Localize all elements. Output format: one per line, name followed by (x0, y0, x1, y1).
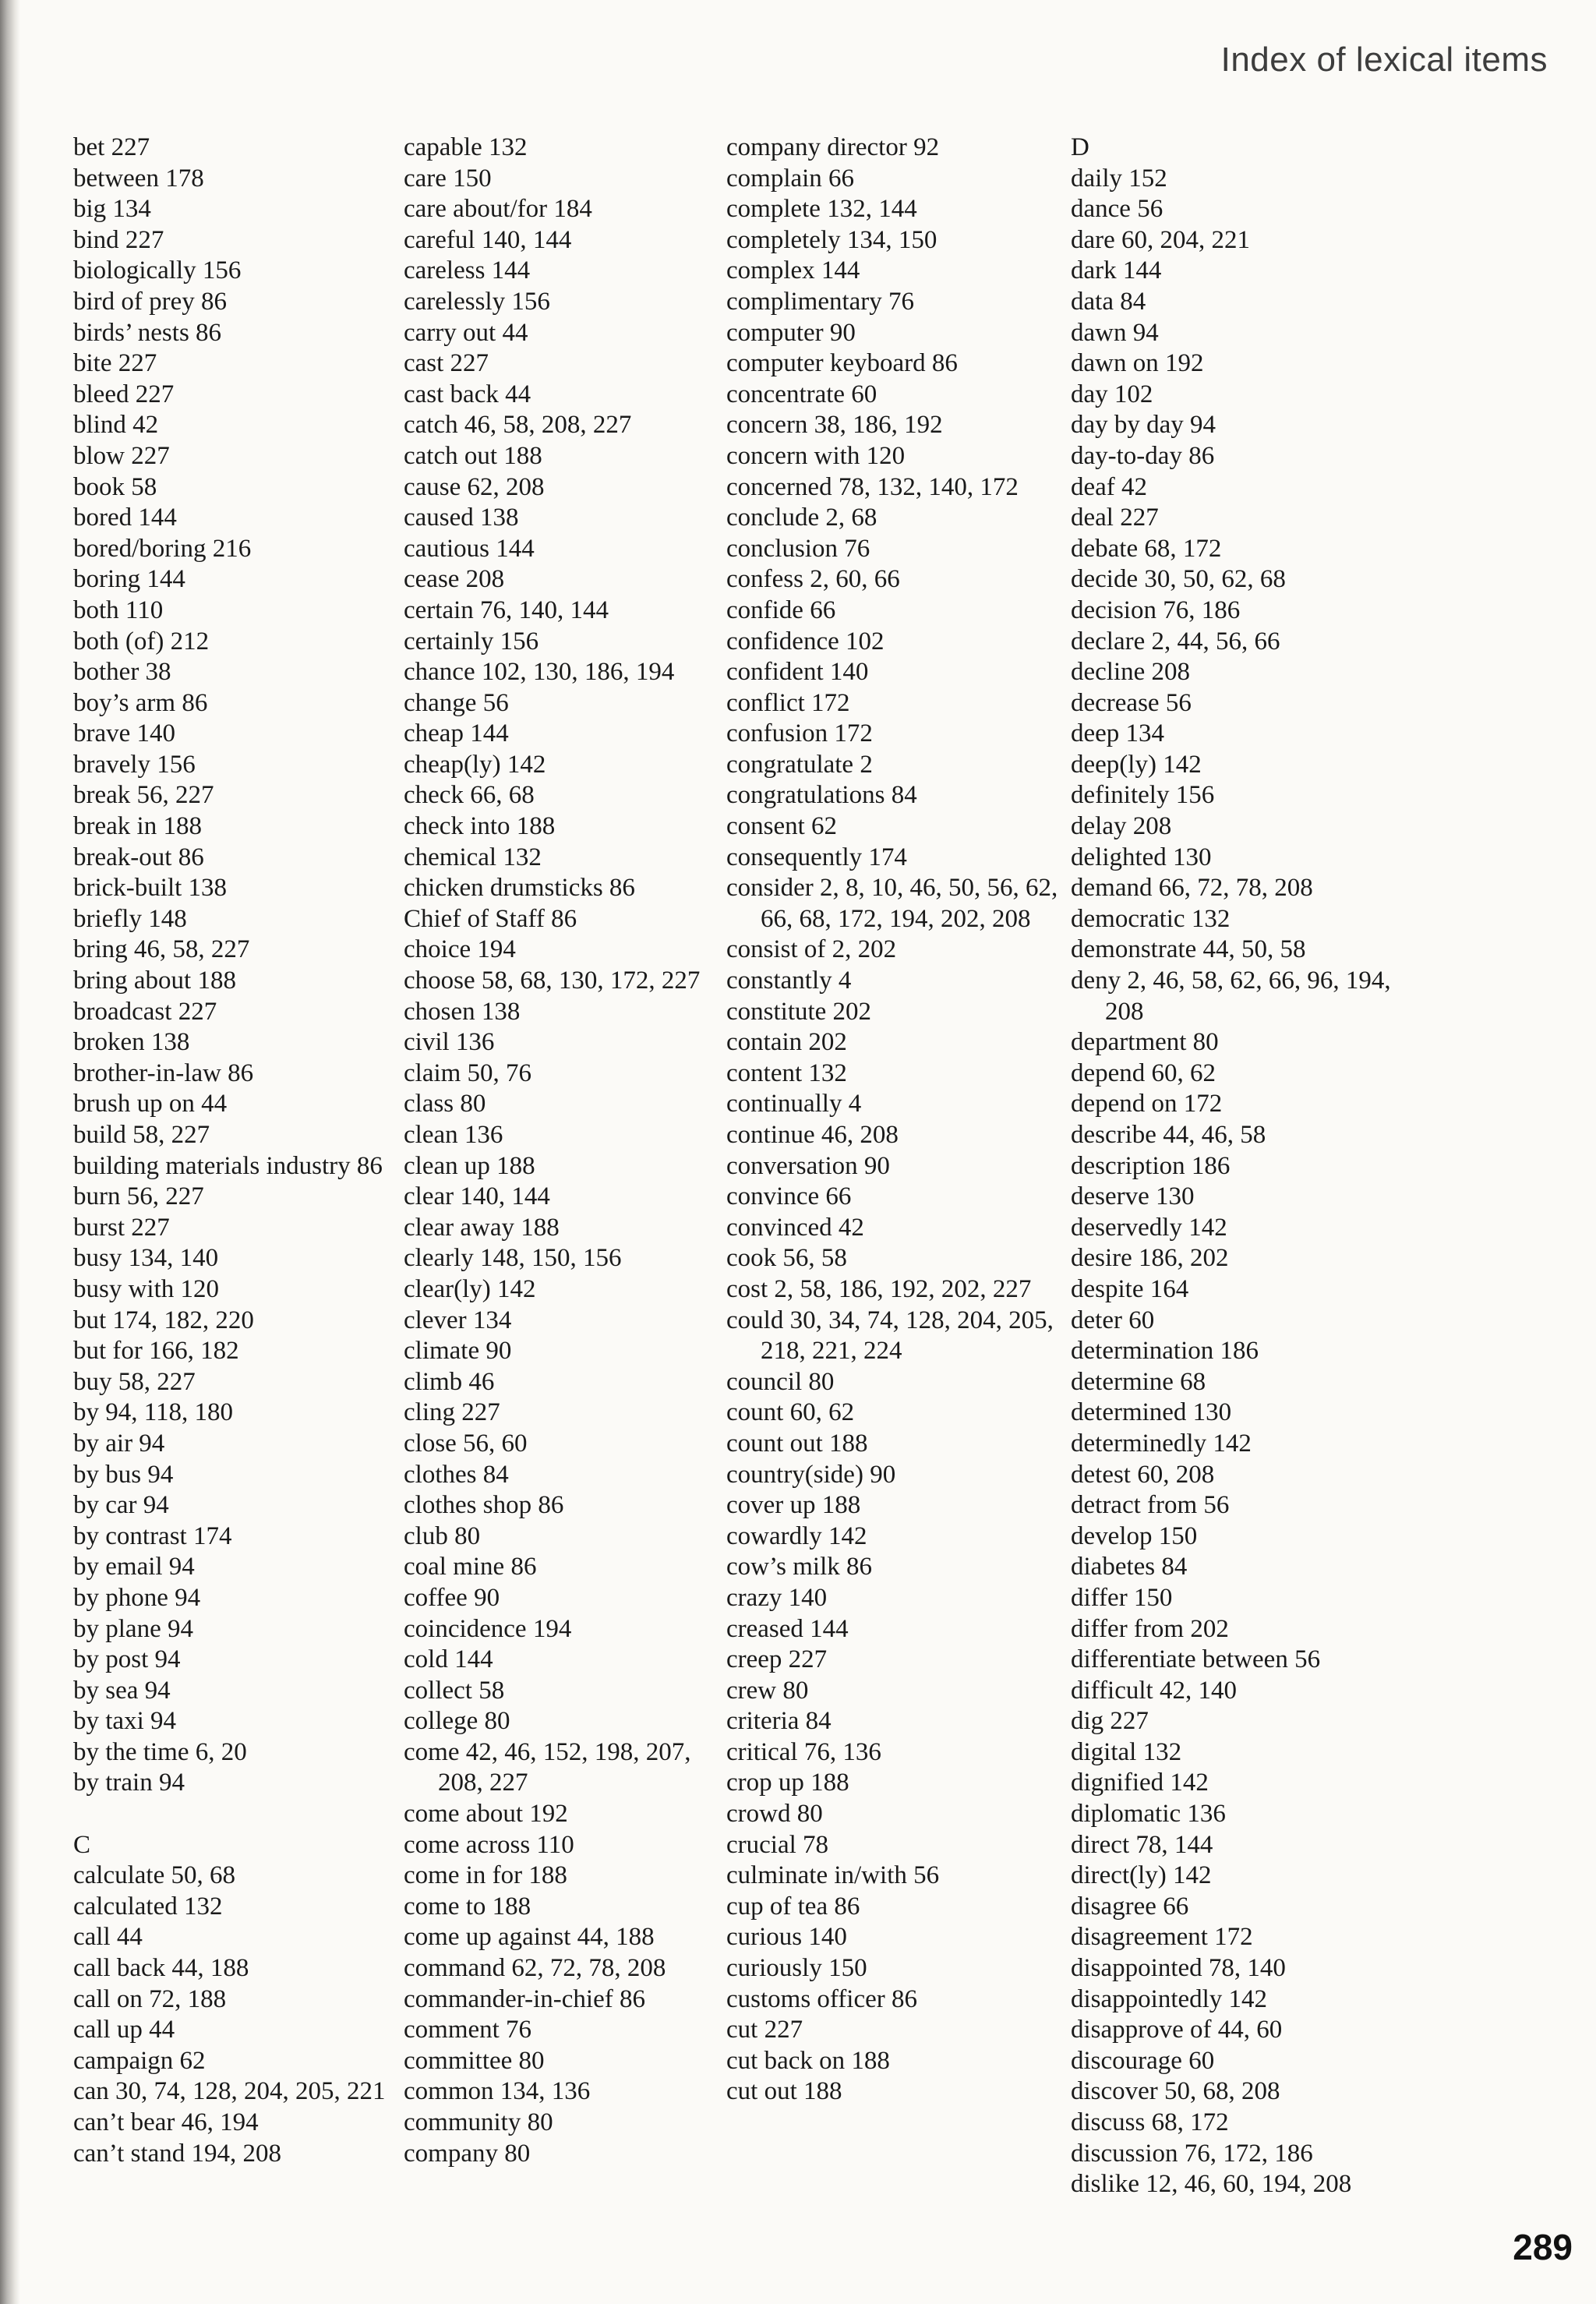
index-entry: complimentary 76 (726, 287, 915, 316)
index-entry: cut 227 (726, 2016, 803, 2044)
index-entry: determinedly 142 (1071, 1429, 1252, 1458)
index-entry: command 62, 72, 78, 208 (404, 1954, 666, 1983)
index-entry: bring about 188 (73, 966, 236, 995)
index-entry: by phone 94 (73, 1583, 201, 1612)
index-entry: demand 66, 72, 78, 208 (1071, 874, 1313, 903)
index-entry: come in for 188 (404, 1861, 567, 1890)
index-entry: department 80 (1071, 1028, 1219, 1057)
index-entry: bet 227 (73, 133, 150, 161)
index-entry: delighted 130 (1071, 843, 1212, 871)
index-entry: by plane 94 (73, 1614, 193, 1643)
index-entry: cast back 44 (404, 380, 531, 408)
index-entry: determined 130 (1071, 1398, 1232, 1427)
index-entry: disapprove of 44, 60 (1071, 2016, 1283, 2044)
index-entry: confide 66 (726, 595, 836, 624)
index-entry: determination 186 (1071, 1337, 1259, 1366)
index-entry: break 56, 227 (73, 781, 214, 810)
index-entry: can’t stand 194, 208 (73, 2139, 282, 2168)
index-entry: come to 188 (404, 1892, 531, 1921)
index-entry: catch out 188 (404, 441, 542, 470)
index-entry: dawn on 192 (1071, 349, 1204, 378)
index-entry: capable 132 (404, 133, 528, 161)
index-entry: climb 46 (404, 1367, 495, 1396)
index-entry: concern 38, 186, 192 (726, 411, 943, 440)
index-entry: customs officer 86 (726, 1984, 918, 2013)
index-entry: day-to-day 86 (1071, 441, 1215, 470)
index-entry: by post 94 (73, 1645, 181, 1674)
index-entry: confusion 172 (726, 719, 873, 748)
index-entry: chance 102, 130, 186, 194 (404, 658, 675, 687)
index-entry: climate 90 (404, 1337, 512, 1366)
index-entry: class 80 (404, 1090, 486, 1118)
index-entry: cease 208 (404, 565, 505, 594)
index-entry: count out 188 (726, 1429, 868, 1458)
index-entry: confident 140 (726, 658, 869, 687)
index-entry: calculated 132 (73, 1892, 223, 1921)
index-entry: contain 202 (726, 1028, 847, 1057)
index-entry: deep 134 (1071, 719, 1165, 748)
index-entry: burst 227 (73, 1213, 170, 1242)
index-entry: dance 56 (1071, 195, 1163, 224)
index-entry: direct(ly) 142 (1071, 1861, 1212, 1890)
index-entry: dark 144 (1071, 256, 1162, 285)
index-entry: disappointed 78, 140 (1071, 1954, 1286, 1983)
index-entry: dig 227 (1071, 1707, 1149, 1736)
index-entry: constantly 4 (726, 966, 852, 995)
page-gutter-shadow (0, 0, 20, 2304)
index-entry: by air 94 (73, 1429, 165, 1458)
index-entry: change 56 (404, 688, 509, 717)
index-entry: discuss 68, 172 (1071, 2108, 1229, 2136)
section-letter: C (73, 1830, 91, 1859)
index-entry: busy 134, 140 (73, 1244, 219, 1273)
index-entry: check 66, 68 (404, 781, 535, 810)
index-entry: detract from 56 (1071, 1491, 1230, 1520)
index-entry: diabetes 84 (1071, 1553, 1188, 1581)
index-entry: come about 192 (404, 1800, 568, 1829)
index-entry: conflict 172 (726, 688, 850, 717)
index-entry: brush up on 44 (73, 1090, 228, 1118)
index-entry: clear(ly) 142 (404, 1274, 536, 1303)
index-entry: count 60, 62 (726, 1398, 855, 1427)
index-entry: comment 76 (404, 2016, 532, 2044)
index-entry: cowardly 142 (726, 1521, 867, 1550)
index-entry: club 80 (404, 1521, 481, 1550)
index-entry: clear 140, 144 (404, 1182, 550, 1211)
index-entry: crew 80 (726, 1676, 809, 1705)
index-entry: carelessly 156 (404, 287, 550, 316)
index-entry: brave 140 (73, 719, 176, 748)
index-entry: council 80 (726, 1367, 835, 1396)
index-entry: congratulate 2 (726, 750, 873, 779)
index-entry: cheap(ly) 142 (404, 750, 546, 779)
index-entry: cup of tea 86 (726, 1892, 860, 1921)
index-entry: by contrast 174 (73, 1521, 232, 1550)
index-entry: cautious 144 (404, 534, 535, 563)
index-entry: crop up 188 (726, 1769, 849, 1797)
index-entry: consist of 2, 202 (726, 935, 897, 964)
index-entry: decline 208 (1071, 658, 1191, 687)
index-entry: but for 166, 182 (73, 1337, 239, 1366)
index-entry: deservedly 142 (1071, 1213, 1227, 1242)
index-entry: direct 78, 144 (1071, 1830, 1213, 1859)
index-entry: depend on 172 (1071, 1090, 1223, 1118)
index-entry: cook 56, 58 (726, 1244, 847, 1273)
index-entry: calculate 50, 68 (73, 1861, 235, 1890)
index-entry: describe 44, 46, 58 (1071, 1121, 1266, 1149)
index-entry: clearly 148, 150, 156 (404, 1244, 622, 1273)
index-entry: declare 2, 44, 56, 66 (1071, 627, 1280, 656)
index-entry: boring 144 (73, 565, 185, 594)
index-entry: call 44 (73, 1923, 143, 1952)
index-entry: dislike 12, 46, 60, 194, 208 (1071, 2170, 1352, 2199)
index-entry: by 94, 118, 180 (73, 1398, 234, 1427)
index-entry: bleed 227 (73, 380, 175, 408)
index-entry: curiously 150 (726, 1954, 867, 1983)
index-entry: carry out 44 (404, 318, 528, 347)
index-entry: consequently 174 (726, 843, 907, 871)
index-entry: brother-in-law 86 (73, 1058, 254, 1087)
index-entry: differ from 202 (1071, 1614, 1229, 1643)
index-entry: cut back on 188 (726, 2046, 890, 2075)
index-entry: certain 76, 140, 144 (404, 595, 609, 624)
index-entry: choose 58, 68, 130, 172, 227 (404, 966, 701, 995)
index-entry: day by day 94 (1071, 411, 1216, 440)
index-entry: detest 60, 208 (1071, 1460, 1215, 1489)
index-entry: demonstrate 44, 50, 58 (1071, 935, 1306, 964)
index-entry: cold 144 (404, 1645, 493, 1674)
index-entry: debate 68, 172 (1071, 534, 1222, 563)
index-entry: convinced 42 (726, 1213, 864, 1242)
index-entry: culminate in/with 56 (726, 1861, 940, 1890)
index-entry: by the time 6, 20 (73, 1737, 247, 1766)
index-entry: consider 2, 8, 10, 46, 50, 56, 62, 66, 68, 172, 194, 202, 208 (726, 874, 1058, 933)
index-entry: come across 110 (404, 1830, 574, 1859)
index-entry: cling 227 (404, 1398, 500, 1427)
index-entry: cost 2, 58, 186, 192, 202, 227 (726, 1274, 1032, 1303)
index-entry: discourage 60 (1071, 2046, 1215, 2075)
index-entry: content 132 (726, 1058, 847, 1087)
index-entry: decrease 56 (1071, 688, 1192, 717)
index-entry: computer keyboard 86 (726, 349, 958, 378)
index-entry: careless 144 (404, 256, 531, 285)
index-entry: break-out 86 (73, 843, 204, 871)
index-entry: by bus 94 (73, 1460, 174, 1489)
index-entry: care about/for 184 (404, 195, 592, 224)
index-entry: committee 80 (404, 2046, 545, 2075)
index-entry: confess 2, 60, 66 (726, 565, 900, 594)
index-entry: critical 76, 136 (726, 1737, 881, 1766)
index-entry: bored 144 (73, 504, 177, 532)
index-entry: certainly 156 (404, 627, 539, 656)
index-entry: bored/boring 216 (73, 534, 252, 563)
index-entry: can 30, 74, 128, 204, 205, 221 (73, 2077, 386, 2106)
index-entry: choice 194 (404, 935, 516, 964)
index-entry: busy with 120 (73, 1274, 220, 1303)
index-entry: decide 30, 50, 62, 68 (1071, 565, 1286, 594)
index-entry: conversation 90 (726, 1151, 890, 1180)
index-entry: concerned 78, 132, 140, 172 (726, 472, 1019, 501)
index-entry: deserve 130 (1071, 1182, 1195, 1211)
index-entry: creep 227 (726, 1645, 828, 1674)
index-entry: data 84 (1071, 287, 1146, 316)
index-entry: clean up 188 (404, 1151, 535, 1180)
index-entry: cover up 188 (726, 1491, 861, 1520)
index-entry: differ 150 (1071, 1583, 1173, 1612)
index-entry: conclude 2, 68 (726, 504, 877, 532)
index-entry: bravely 156 (73, 750, 196, 779)
index-entry: complain 66 (726, 164, 855, 193)
index-entry: cut out 188 (726, 2077, 842, 2106)
index-column-3 (726, 133, 1061, 2108)
index-entry: company 80 (404, 2139, 531, 2168)
index-entry: delay 208 (1071, 812, 1172, 841)
index-entry: crowd 80 (726, 1800, 823, 1829)
index-entry: differentiate between 56 (1071, 1645, 1321, 1674)
index-entry: conclusion 76 (726, 534, 870, 563)
index-entry: deal 227 (1071, 504, 1159, 532)
index-entry: come 42, 46, 152, 198, 207, 208, 227 (404, 1737, 691, 1797)
index-entry: chemical 132 (404, 843, 542, 871)
index-entry: discussion 76, 172, 186 (1071, 2139, 1313, 2168)
index-entry: cheap 144 (404, 719, 509, 748)
index-entry: determine 68 (1071, 1367, 1206, 1396)
index-column-1 (73, 133, 408, 2169)
index-entry: curious 140 (726, 1923, 847, 1952)
index-entry: call up 44 (73, 2016, 175, 2044)
index-entry: clever 134 (404, 1306, 512, 1334)
index-entry: birds’ nests 86 (73, 318, 222, 347)
index-entry: clothes shop 86 (404, 1491, 564, 1520)
index-entry: clear away 188 (404, 1213, 560, 1242)
index-entry: clean 136 (404, 1121, 503, 1149)
index-entry: blind 42 (73, 411, 159, 440)
index-entry: campaign 62 (73, 2046, 206, 2075)
index-entry: computer 90 (726, 318, 856, 347)
index-entry: cast 227 (404, 349, 489, 378)
index-entry: disagree 66 (1071, 1892, 1189, 1921)
index-entry: deny 2, 46, 58, 62, 66, 96, 194, 208 (1071, 966, 1391, 1026)
index-entry: college 80 (404, 1707, 510, 1736)
index-entry: develop 150 (1071, 1521, 1198, 1550)
index-entry: coal mine 86 (404, 1553, 537, 1581)
index-entry: concentrate 60 (726, 380, 877, 408)
index-entry: creased 144 (726, 1614, 849, 1643)
index-entry: caused 138 (404, 504, 519, 532)
index-entry: depend 60, 62 (1071, 1058, 1216, 1087)
index-entry: commander-in-chief 86 (404, 1984, 645, 2013)
index-entry: difficult 42, 140 (1071, 1676, 1237, 1705)
index-entry: constitute 202 (726, 997, 872, 1026)
section-letter: D (1071, 133, 1089, 161)
page-number: 289 (1513, 2227, 1573, 2267)
index-entry: chosen 138 (404, 997, 521, 1026)
index-entry: disagreement 172 (1071, 1923, 1253, 1952)
index-column-2 (404, 133, 739, 2169)
index-entry: careful 140, 144 (404, 225, 572, 254)
index-entry: community 80 (404, 2108, 553, 2136)
index-entry: broadcast 227 (73, 997, 217, 1026)
index-entry: both 110 (73, 595, 164, 624)
index-entry: day 102 (1071, 380, 1153, 408)
index-entry: broken 138 (73, 1028, 190, 1057)
index-entry: bind 227 (73, 225, 164, 254)
index-entry: deaf 42 (1071, 472, 1148, 501)
index-entry: definitely 156 (1071, 781, 1215, 810)
index-entry: clothes 84 (404, 1460, 509, 1489)
index-entry: by sea 94 (73, 1676, 171, 1705)
index-entry: by car 94 (73, 1491, 169, 1520)
index-entry: company director 92 (726, 133, 940, 161)
index-entry: digital 132 (1071, 1737, 1182, 1766)
index-entry: decision 76, 186 (1071, 595, 1241, 624)
index-entry: continually 4 (726, 1090, 862, 1118)
index-entry: bite 227 (73, 349, 157, 378)
index-entry: can’t bear 46, 194 (73, 2108, 259, 2136)
index-entry: description 186 (1071, 1151, 1231, 1180)
index-entry: claim 50, 76 (404, 1058, 532, 1087)
index-entry: by taxi 94 (73, 1707, 176, 1736)
index-entry: blow 227 (73, 441, 170, 470)
index-entry: building materials industry 86 (73, 1151, 383, 1180)
running-header: Index of lexical items (1220, 41, 1548, 79)
index-entry: boy’s arm 86 (73, 688, 208, 717)
index-entry: chicken drumsticks 86 (404, 874, 635, 903)
index-entry: complex 144 (726, 256, 860, 285)
index-entry: bring 46, 58, 227 (73, 935, 250, 964)
index-entry: democratic 132 (1071, 904, 1231, 933)
index-entry: civil 136 (404, 1028, 495, 1057)
index-entry: consent 62 (726, 812, 838, 841)
index-entry: crucial 78 (726, 1830, 829, 1859)
index-entry: deep(ly) 142 (1071, 750, 1202, 779)
index-entry: care 150 (404, 164, 492, 193)
index-entry: call back 44, 188 (73, 1954, 249, 1983)
index-entry: despite 164 (1071, 1274, 1189, 1303)
index-entry: continue 46, 208 (726, 1121, 899, 1149)
index-entry: catch 46, 58, 208, 227 (404, 411, 632, 440)
index-entry: dare 60, 204, 221 (1071, 225, 1251, 254)
index-entry: crazy 140 (726, 1583, 828, 1612)
index-entry: could 30, 34, 74, 128, 204, 205, 218, 221, 224 (726, 1306, 1054, 1366)
index-entry: dawn 94 (1071, 318, 1159, 347)
index-entry: concern with 120 (726, 441, 906, 470)
index-entry: cause 62, 208 (404, 472, 545, 501)
index-entry: diplomatic 136 (1071, 1800, 1226, 1829)
index-entry: complete 132, 144 (726, 195, 917, 224)
index-entry: daily 152 (1071, 164, 1167, 193)
index-entry: come up against 44, 188 (404, 1923, 655, 1952)
index-entry: common 134, 136 (404, 2077, 591, 2106)
index-entry: coincidence 194 (404, 1614, 572, 1643)
index-entry: big 134 (73, 195, 151, 224)
index-entry: disappointedly 142 (1071, 1984, 1268, 2013)
index-entry: bird of prey 86 (73, 287, 228, 316)
index-entry: deter 60 (1071, 1306, 1155, 1334)
index-entry: cow’s milk 86 (726, 1553, 872, 1581)
index-entry: discover 50, 68, 208 (1071, 2077, 1280, 2106)
index-entry: brick-built 138 (73, 874, 228, 903)
index-entry: confidence 102 (726, 627, 885, 656)
index-entry: build 58, 227 (73, 1121, 210, 1149)
index-entry: biologically 156 (73, 256, 242, 285)
index-column-4 (1071, 133, 1406, 2200)
index-entry: briefly 148 (73, 904, 187, 933)
index-entry: both (of) 212 (73, 627, 210, 656)
index-entry: call on 72, 188 (73, 1984, 227, 2013)
index-entry: between 178 (73, 164, 204, 193)
index-entry: close 56, 60 (404, 1429, 528, 1458)
index-entry: criteria 84 (726, 1707, 832, 1736)
index-entry: bother 38 (73, 658, 171, 687)
index-entry: break in 188 (73, 812, 202, 841)
index-entry: dignified 142 (1071, 1769, 1209, 1797)
index-entry: burn 56, 227 (73, 1182, 204, 1211)
index-entry: but 174, 182, 220 (73, 1306, 254, 1334)
index-entry: completely 134, 150 (726, 225, 937, 254)
index-entry: buy 58, 227 (73, 1367, 196, 1396)
index-entry: collect 58 (404, 1676, 505, 1705)
index-entry: check into 188 (404, 812, 556, 841)
index-entry: Chief of Staff 86 (404, 904, 577, 933)
index-entry: country(side) 90 (726, 1460, 896, 1489)
index-entry: desire 186, 202 (1071, 1244, 1229, 1273)
index-entry: congratulations 84 (726, 781, 917, 810)
index-entry: by email 94 (73, 1553, 195, 1581)
index-entry: coffee 90 (404, 1583, 500, 1612)
index-entry: book 58 (73, 472, 157, 501)
index-entry: by train 94 (73, 1769, 185, 1797)
index-entry: convince 66 (726, 1182, 852, 1211)
